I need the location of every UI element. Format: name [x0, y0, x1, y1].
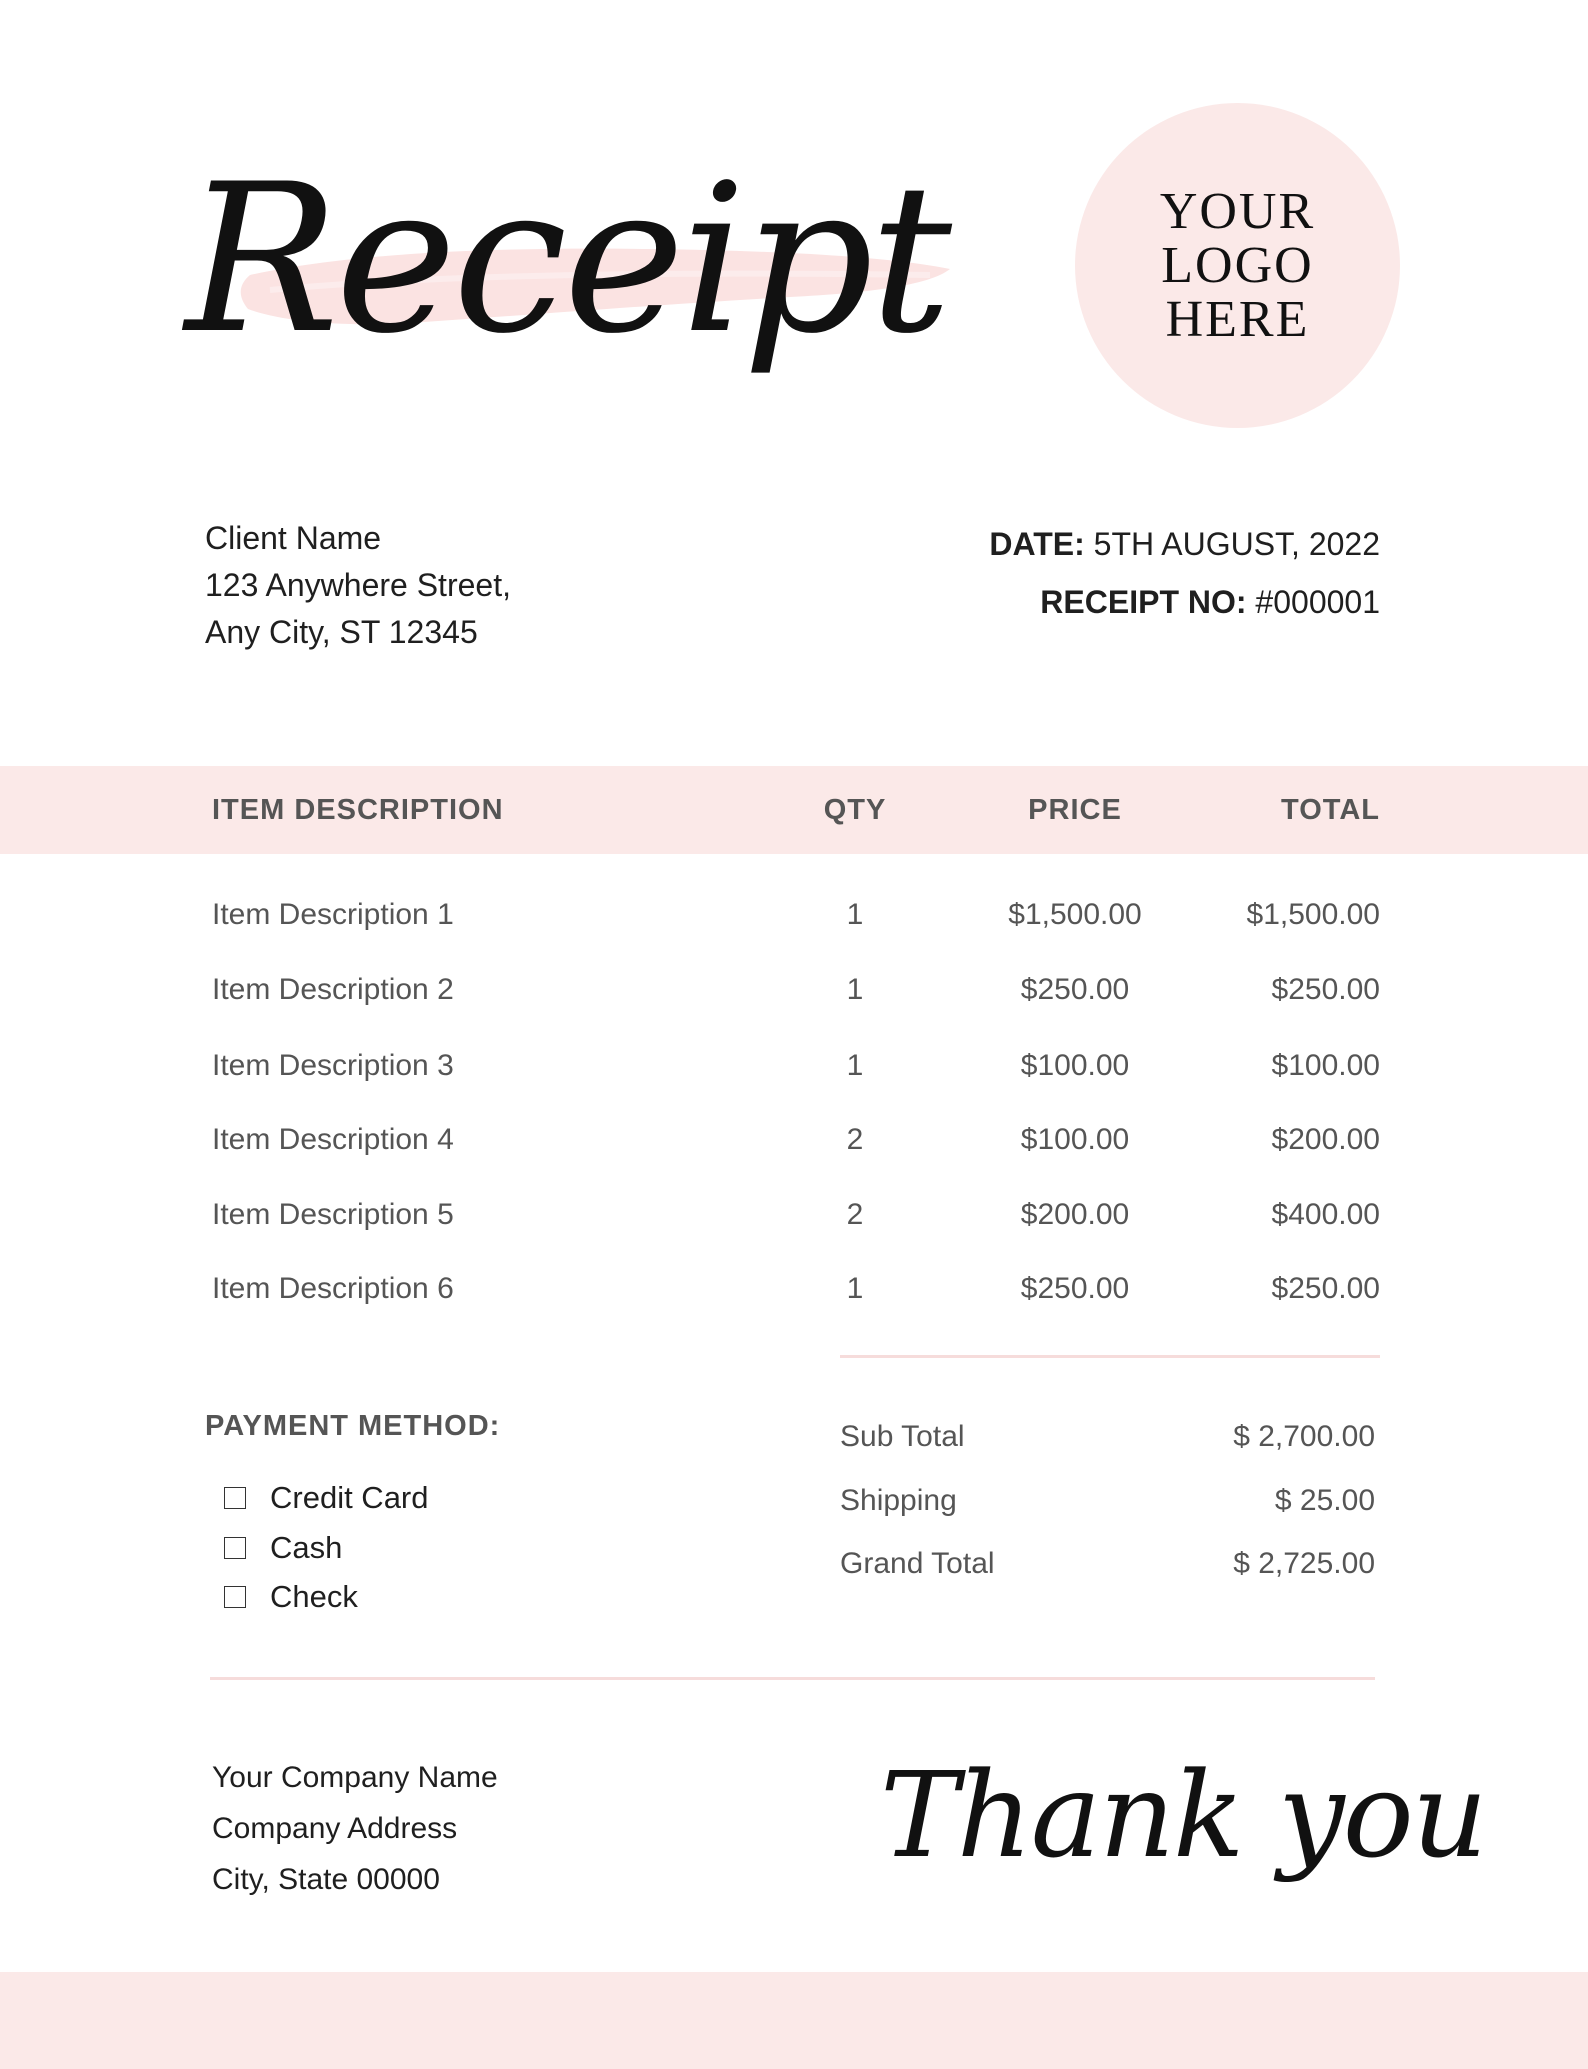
row-qty: 1 — [846, 1272, 864, 1305]
row-price: $100.00 — [1020, 1049, 1130, 1082]
subtotal-value: $ 2,700.00 — [1233, 1420, 1375, 1453]
receipt-title-block — [170, 110, 970, 440]
row-price: $250.00 — [1020, 1272, 1130, 1305]
header-qty: QTY — [823, 794, 887, 826]
client-info — [205, 515, 511, 656]
subtotal-label: Sub Total — [840, 1420, 965, 1453]
client-address-line-2: Any City, ST 12345 — [205, 614, 478, 650]
row-total: $200.00 — [1271, 1123, 1380, 1156]
row-total: $250.00 — [1271, 1272, 1380, 1305]
receipt-number-row — [989, 573, 1380, 631]
footer-band — [0, 1972, 1588, 2069]
company-name: Your Company Name — [212, 1761, 498, 1794]
payment-option-cash[interactable] — [224, 1530, 342, 1566]
company-info — [212, 1752, 498, 1905]
header-price: PRICE — [1028, 794, 1122, 826]
shipping-label: Shipping — [840, 1484, 957, 1517]
client-address-line-1: 123 Anywhere Street, — [205, 567, 511, 603]
row-description: Item Description 3 — [212, 1049, 454, 1082]
company-city: City, State 00000 — [212, 1863, 440, 1896]
row-price: $100.00 — [1020, 1123, 1130, 1156]
shipping-value: $ 25.00 — [1274, 1484, 1375, 1517]
row-price: $1,500.00 — [1008, 898, 1142, 931]
logo-line-2: LOGO — [1161, 236, 1314, 294]
row-qty: 1 — [846, 1049, 864, 1082]
row-qty: 1 — [846, 898, 864, 931]
checkbox-icon[interactable] — [224, 1586, 246, 1608]
payment-option-label: Credit Card — [270, 1480, 429, 1515]
receipt-number-label: RECEIPT NO: — [1040, 584, 1247, 620]
row-total: $250.00 — [1271, 973, 1380, 1006]
header-item-description: ITEM DESCRIPTION — [212, 794, 504, 826]
summary-divider — [840, 1355, 1380, 1358]
logo-placeholder — [1075, 103, 1400, 428]
logo-line-1: YOUR — [1159, 182, 1316, 240]
row-qty: 1 — [846, 973, 864, 1006]
header-total: TOTAL — [1281, 794, 1380, 826]
checkbox-icon[interactable] — [224, 1537, 246, 1559]
row-description: Item Description 5 — [212, 1198, 454, 1231]
row-description: Item Description 1 — [212, 898, 454, 931]
date-label: DATE: — [989, 526, 1085, 562]
payment-option-credit-card[interactable] — [224, 1480, 429, 1516]
row-total: $400.00 — [1271, 1198, 1380, 1231]
row-description: Item Description 4 — [212, 1123, 454, 1156]
footer-divider — [210, 1677, 1375, 1680]
payment-option-label: Check — [270, 1579, 358, 1614]
row-qty: 2 — [846, 1198, 864, 1231]
row-description: Item Description 2 — [212, 973, 454, 1006]
date-value: 5TH AUGUST, 2022 — [1093, 526, 1380, 562]
row-total: $1,500.00 — [1246, 898, 1380, 931]
payment-option-check[interactable] — [224, 1579, 358, 1615]
checkbox-icon[interactable] — [224, 1487, 246, 1509]
grand-total-value: $ 2,725.00 — [1233, 1547, 1375, 1580]
date-row — [989, 515, 1380, 573]
receipt-number-value: #000001 — [1255, 584, 1380, 620]
row-qty: 2 — [846, 1123, 864, 1156]
grand-total-label: Grand Total — [840, 1547, 995, 1580]
row-price: $250.00 — [1020, 973, 1130, 1006]
receipt-meta — [989, 515, 1380, 631]
client-name: Client Name — [205, 520, 382, 556]
row-total: $100.00 — [1271, 1049, 1380, 1082]
row-price: $200.00 — [1020, 1198, 1130, 1231]
thank-you-signature: Thank you — [880, 1746, 1486, 1884]
logo-line-3: HERE — [1165, 290, 1310, 348]
payment-method-title: PAYMENT METHOD: — [205, 1410, 501, 1442]
row-description: Item Description 6 — [212, 1272, 454, 1305]
company-address: Company Address — [212, 1812, 458, 1845]
payment-option-label: Cash — [270, 1530, 343, 1565]
receipt-title: Receipt — [185, 141, 948, 379]
